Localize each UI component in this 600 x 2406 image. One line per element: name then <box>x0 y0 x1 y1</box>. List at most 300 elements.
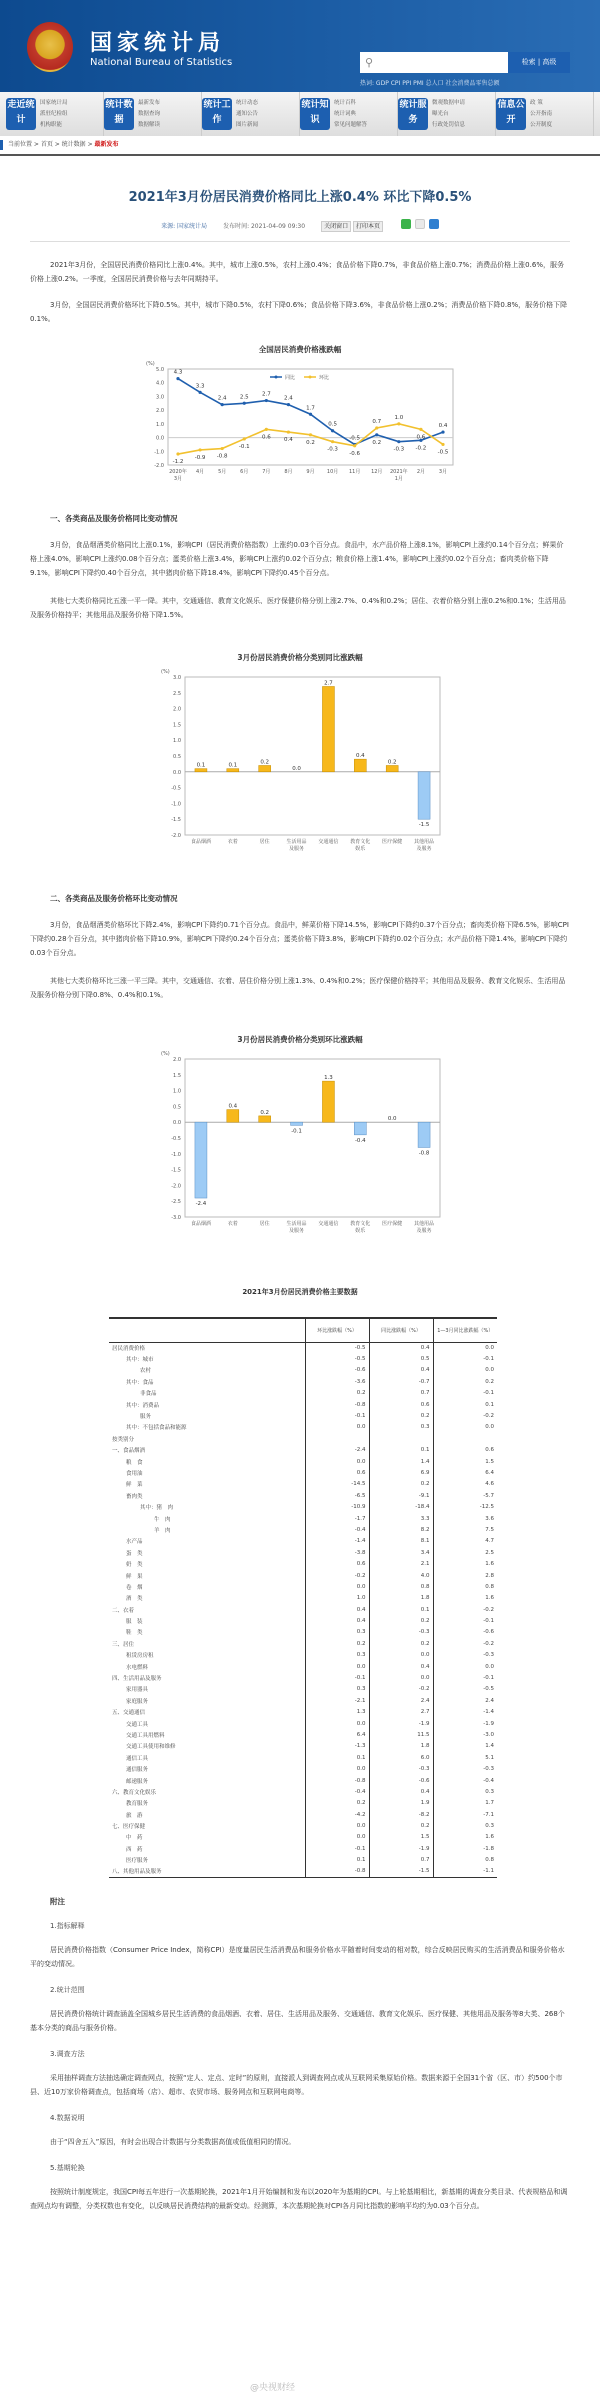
row-value: 1.6 <box>433 1558 497 1569</box>
table-row <box>109 1433 497 1444</box>
row-value: 11.5 <box>369 1729 433 1740</box>
svg-text:3.0: 3.0 <box>156 394 164 401</box>
row-value: 0.4 <box>305 1604 369 1615</box>
row-value: 8.2 <box>369 1524 433 1535</box>
row-value: -0.8 <box>305 1775 369 1786</box>
row-value: -0.5 <box>433 1684 497 1695</box>
svg-text:其他用品: 其他用品 <box>414 1221 435 1227</box>
nav-link[interactable]: 微观数据申请 <box>432 99 466 106</box>
svg-text:0.6: 0.6 <box>261 434 271 441</box>
row-value: -3.8 <box>305 1547 369 1558</box>
svg-text:2.5: 2.5 <box>173 690 181 697</box>
svg-text:2.0: 2.0 <box>173 706 181 713</box>
row-label: 邮递服务 <box>126 1778 149 1785</box>
row-value: 0.0 <box>305 1581 369 1592</box>
row-value: 0.1 <box>369 1445 433 1456</box>
svg-text:生活用品: 生活用品 <box>286 839 307 845</box>
row-label: 水产品 <box>126 1539 143 1546</box>
article-time: 发布时间: 2021-04-09 09:30 <box>223 222 306 230</box>
row-value: 0.2 <box>305 1638 369 1649</box>
row-value: 0.0 <box>305 1661 369 1672</box>
svg-text:-1.5: -1.5 <box>171 1167 181 1174</box>
row-value <box>433 1433 497 1444</box>
row-value: 0.0 <box>305 1832 369 1843</box>
row-value: -0.2 <box>433 1410 497 1421</box>
row-label: 旅 游 <box>126 1812 143 1819</box>
article-title: 2021年3月份居民消费价格同比上涨0.4% 环比下降0.5% <box>128 190 472 205</box>
row-label: 六、教育文化娱乐 <box>112 1789 157 1796</box>
svg-text:3.0: 3.0 <box>173 675 181 681</box>
svg-text:0.0: 0.0 <box>173 1120 181 1127</box>
nav-tile[interactable]: 统计服务 <box>398 98 428 130</box>
breadcrumb-current[interactable]: 最新发布 <box>94 141 119 148</box>
svg-text:0.1: 0.1 <box>196 762 206 769</box>
row-value: -3.6 <box>305 1376 369 1387</box>
paragraph: 其他七大类价格同比五涨一平一降。其中，交通通信、教育文化娱乐、医疗保健价格分别上涨2.7%、0.4%和0.2%；居住、衣着价格分别上涨0.2%和0.1%；生活用品及服务价格持平；其他用品及服务价格下降1.5%。 <box>30 597 566 619</box>
nav-link[interactable]: 公开制度 <box>530 121 553 128</box>
row-value: 0.0 <box>305 1422 369 1433</box>
svg-text:1.5: 1.5 <box>173 1072 181 1079</box>
table-row <box>109 1638 497 1649</box>
table-row <box>109 1809 497 1820</box>
svg-text:0.2: 0.2 <box>306 439 315 446</box>
row-value: -0.4 <box>433 1775 497 1786</box>
section-heading: 二、各类商品及服务价格环比变动情况 <box>50 894 178 903</box>
search-input[interactable] <box>378 52 508 73</box>
row-value: 0.3 <box>433 1820 497 1831</box>
svg-text:居住: 居住 <box>259 1221 270 1227</box>
svg-text:2.0: 2.0 <box>156 408 164 415</box>
nav-group <box>496 92 594 136</box>
table-row <box>109 1866 497 1877</box>
chart-title: 3月份居民消费价格分类别环比涨跌幅 <box>237 1035 363 1044</box>
row-label: 交通工具 <box>126 1721 149 1728</box>
svg-text:娱乐: 娱乐 <box>355 846 366 852</box>
svg-text:-1.0: -1.0 <box>171 801 181 808</box>
row-value: 1.9 <box>369 1798 433 1809</box>
logo-english: National Bureau of Statistics <box>90 57 233 68</box>
table-row <box>109 1581 497 1592</box>
nav-link[interactable]: 公开指南 <box>530 110 553 117</box>
svg-text:2.4: 2.4 <box>217 395 227 402</box>
hot-keywords[interactable]: 热词: GDP CPI PPI PMI 总人口 社会消费品零售总额 <box>360 80 500 87</box>
row-value: -1.3 <box>305 1741 369 1752</box>
row-label: 畜肉类 <box>126 1493 143 1500</box>
row-value: -0.2 <box>305 1570 369 1581</box>
row-value: 0.4 <box>369 1661 433 1672</box>
svg-text:1.3: 1.3 <box>324 1075 333 1082</box>
row-value: -0.2 <box>433 1638 497 1649</box>
table-row <box>109 1513 497 1524</box>
close-window-button[interactable]: 关闭窗口 <box>321 221 351 232</box>
paragraph: 3月份，食品烟酒类价格同比上涨0.1%，影响CPI（居民消费价格指数）上涨约0.03个百分点。食品中，水产品价格上涨8.1%，影响CPI上涨约0.14个百分点；鲜果价格上涨4.0%，影响CPI上涨约0.08个百分点；蛋类价格上涨3.4%，影响CPI上涨约0.02个百分点；粮食价格上涨1.4%，影响CPI上涨约0.02个百分点；畜肉类价格下降9.1%，影响CPI下降约0.40个百分点，其中猪肉价格下降18.4%，影响CPI下降约0.45个百分点。 <box>30 541 564 577</box>
table-row <box>109 1547 497 1558</box>
row-label: 非食品 <box>140 1391 157 1398</box>
row-value: 0.2 <box>369 1479 433 1490</box>
row-value: 0.7 <box>369 1388 433 1399</box>
row-value: -10.9 <box>305 1501 369 1512</box>
svg-text:-0.9: -0.9 <box>194 454 206 461</box>
row-value: -0.1 <box>433 1672 497 1683</box>
svg-text:4月: 4月 <box>195 469 205 475</box>
row-value: 0.6 <box>305 1558 369 1569</box>
row-value: 0.4 <box>369 1365 433 1376</box>
row-label: 居民消费价格 <box>112 1345 146 1352</box>
search-button[interactable]: 检索 | 高级 <box>508 52 570 73</box>
yoy-category-bar-chart <box>0 652 600 867</box>
row-value: 0.2 <box>369 1820 433 1831</box>
nav-link[interactable]: 图片新闻 <box>236 121 259 128</box>
row-label: 五、交通通信 <box>112 1710 146 1717</box>
svg-text:2月: 2月 <box>416 469 426 475</box>
row-value: -0.1 <box>305 1672 369 1683</box>
row-label: 按类别分 <box>112 1436 135 1443</box>
paragraph: 3月份，全国居民消费价格环比下降0.5%。其中，城市下降0.5%，农村下降0.6%；食品价格下降3.6%，非食品价格上涨0.2%；消费品价格下降0.8%，服务价格下降0.1%。 <box>30 301 568 323</box>
nav-links <box>236 98 258 131</box>
row-value: 0.3 <box>305 1627 369 1638</box>
article-source: 来源: 国家统计局 <box>161 222 208 230</box>
svg-text:-0.5: -0.5 <box>349 435 361 442</box>
table-row <box>109 1695 497 1706</box>
row-value: 0.7 <box>369 1855 433 1866</box>
nav-link[interactable]: 统计词典 <box>334 110 357 117</box>
row-value: -5.7 <box>433 1490 497 1501</box>
svg-text:1.0: 1.0 <box>156 421 164 428</box>
svg-text:交通通信: 交通通信 <box>318 1221 339 1227</box>
row-value: 0.1 <box>433 1399 497 1410</box>
svg-text:-1.0: -1.0 <box>171 1151 181 1158</box>
row-value: 1.7 <box>433 1798 497 1809</box>
svg-text:-2.4: -2.4 <box>195 1201 207 1208</box>
nav-link[interactable]: 统计百科 <box>334 99 357 106</box>
svg-text:-1.0: -1.0 <box>154 449 164 456</box>
breadcrumb <box>0 136 600 156</box>
row-value: -3.0 <box>433 1729 497 1740</box>
nav-links <box>40 98 68 131</box>
row-label: 交通工具使用和维修 <box>126 1744 176 1751</box>
table-header: 同比涨跌幅（%） <box>369 1318 433 1342</box>
svg-text:(%): (%) <box>146 361 155 367</box>
svg-text:9月: 9月 <box>306 469 315 475</box>
row-value: 3.3 <box>369 1513 433 1524</box>
svg-text:(%): (%) <box>161 1051 170 1057</box>
row-value: 6.9 <box>369 1467 433 1478</box>
cpi-data-table <box>109 1317 497 1878</box>
row-value: -0.6 <box>305 1365 369 1376</box>
row-value: 0.8 <box>433 1855 497 1866</box>
row-label: 其中：消费品 <box>126 1402 160 1409</box>
svg-text:及服务: 及服务 <box>416 1228 432 1234</box>
row-value: 2.1 <box>369 1558 433 1569</box>
row-value: -1.9 <box>433 1718 497 1729</box>
row-value: 8.1 <box>369 1536 433 1547</box>
wechat-share-icon[interactable] <box>401 219 411 229</box>
nav-tile[interactable]: 统计知识 <box>300 98 330 130</box>
row-value: 1.8 <box>369 1741 433 1752</box>
row-value: -7.1 <box>433 1809 497 1820</box>
svg-text:-1.2: -1.2 <box>172 459 184 466</box>
svg-text:-0.3: -0.3 <box>393 446 405 453</box>
note-text: 居民消费价格统计调查涵盖全国城乡居民生活消费的食品烟酒、衣着、居住、生活用品及服务、交通通信、教育文化娱乐、医疗保健、其他用品及服务等8大类、268个基本分类的商品与服务价格。 <box>30 2009 565 2032</box>
watermark: @央视财经 <box>250 2383 296 2393</box>
notes-heading: 附注 <box>50 1896 65 1906</box>
svg-text:2.4: 2.4 <box>284 395 293 402</box>
row-value <box>305 1433 369 1444</box>
row-label: 教育服务 <box>126 1801 149 1808</box>
row-value: 1.6 <box>433 1593 497 1604</box>
svg-text:12月: 12月 <box>371 469 383 475</box>
table-row <box>109 1604 497 1615</box>
row-label: 牛 肉 <box>154 1516 171 1523</box>
nav-links <box>138 98 160 131</box>
row-value: 0.3 <box>305 1650 369 1661</box>
nav-link[interactable]: 政 策 <box>530 99 543 106</box>
row-value: 2.7 <box>369 1707 433 1718</box>
row-value: -0.8 <box>305 1399 369 1410</box>
table-row <box>109 1353 497 1364</box>
table-row <box>109 1798 497 1809</box>
table-row <box>109 1467 497 1478</box>
row-value: -1.7 <box>305 1513 369 1524</box>
nav-group <box>398 92 496 136</box>
row-label: 家用器具 <box>126 1687 149 1694</box>
row-value: -0.1 <box>433 1353 497 1364</box>
svg-text:衣着: 衣着 <box>227 1221 238 1227</box>
row-value: -0.1 <box>305 1843 369 1854</box>
favorite-star-icon[interactable] <box>429 219 439 229</box>
row-value: 5.1 <box>433 1752 497 1763</box>
svg-text:-1.5: -1.5 <box>171 817 181 824</box>
row-value: 1.5 <box>369 1832 433 1843</box>
svg-text:环比: 环比 <box>319 375 330 381</box>
svg-text:1月: 1月 <box>394 476 403 482</box>
row-label: 三、居住 <box>112 1641 135 1648</box>
nav-link[interactable]: 数据解读 <box>138 121 161 128</box>
svg-text:-0.8: -0.8 <box>418 1150 430 1157</box>
row-value: 0.6 <box>305 1467 369 1478</box>
nav-link[interactable]: 国家统计局 <box>40 99 68 106</box>
note-text: 由于“四舍五入”原因，有时会出现合计数据与分类数据高值或低值相同的情况。 <box>50 2137 296 2146</box>
nav-link[interactable]: 曝光台 <box>432 110 449 117</box>
table-row <box>109 1707 497 1718</box>
row-value: -0.1 <box>433 1388 497 1399</box>
logo-chinese[interactable]: 国家统计局 <box>90 31 226 56</box>
table-row <box>109 1832 497 1843</box>
nav-tile[interactable]: 走近统计 <box>6 98 36 130</box>
row-value: -1.8 <box>433 1843 497 1854</box>
svg-text:娱乐: 娱乐 <box>355 1228 366 1234</box>
svg-text:-0.1: -0.1 <box>291 1128 302 1135</box>
svg-text:其他用品: 其他用品 <box>414 839 435 845</box>
row-value: 0.0 <box>305 1763 369 1774</box>
svg-text:0.4: 0.4 <box>284 437 293 444</box>
row-label: 中 药 <box>126 1835 143 1842</box>
row-label: 奶 类 <box>126 1562 143 1569</box>
row-value: 2.8 <box>433 1570 497 1581</box>
svg-text:生活用品: 生活用品 <box>286 1221 307 1227</box>
row-label: 通信服务 <box>126 1767 149 1774</box>
nav-links <box>530 98 552 131</box>
nav-group <box>104 92 202 136</box>
row-value: 1.8 <box>369 1593 433 1604</box>
table-header <box>109 1318 305 1342</box>
cpi-trend-line-chart <box>0 344 600 489</box>
row-value: 0.2 <box>369 1410 433 1421</box>
row-value: -4.2 <box>305 1809 369 1820</box>
row-label: 四、生活用品及服务 <box>112 1676 162 1683</box>
row-label: 其中：城市 <box>126 1357 154 1364</box>
row-value: 0.0 <box>433 1661 497 1672</box>
row-value: 4.7 <box>433 1536 497 1547</box>
nav-link[interactable]: 常见问题解答 <box>334 121 368 128</box>
svg-text:-0.4: -0.4 <box>354 1137 366 1144</box>
svg-text:-0.3: -0.3 <box>327 446 338 453</box>
table-row <box>109 1820 497 1831</box>
table-row <box>109 1570 497 1581</box>
note-title: 5.基期轮换 <box>50 2163 85 2172</box>
row-value: 2.5 <box>433 1547 497 1558</box>
table-row <box>109 1855 497 1866</box>
table-row <box>109 1729 497 1740</box>
table-row <box>109 1741 497 1752</box>
nav-group <box>300 92 398 136</box>
table-row <box>109 1763 497 1774</box>
svg-text:同比: 同比 <box>285 375 296 381</box>
table-row <box>109 1752 497 1763</box>
svg-text:0.0: 0.0 <box>387 1116 397 1123</box>
nav-link[interactable]: 数据查询 <box>138 110 161 117</box>
nav-link[interactable]: 通知公告 <box>236 110 259 117</box>
svg-text:及服务: 及服务 <box>289 846 305 852</box>
row-value: 0.0 <box>305 1718 369 1729</box>
section-heading: 一、各类商品及服务价格同比变动情况 <box>50 514 178 523</box>
table-row <box>109 1718 497 1729</box>
table-row <box>109 1445 497 1456</box>
table-row <box>109 1684 497 1695</box>
nav-link[interactable]: 最新发布 <box>138 99 161 106</box>
row-label: 医疗服务 <box>126 1858 149 1865</box>
nav-link[interactable]: 派驻纪检组 <box>40 110 68 117</box>
svg-text:衣着: 衣着 <box>227 839 238 845</box>
row-value: 0.3 <box>369 1422 433 1433</box>
note-title: 2.统计范围 <box>50 1985 85 1994</box>
row-value: 1.0 <box>305 1593 369 1604</box>
table-row <box>109 1422 497 1433</box>
breadcrumb-path[interactable]: 当前位置 > 首页 > 统计数据 > <box>8 141 95 148</box>
print-page-button[interactable]: 打印本页 <box>353 221 383 232</box>
row-label: 服务 <box>140 1414 152 1421</box>
row-value: -0.6 <box>369 1775 433 1786</box>
svg-text:2.7: 2.7 <box>324 680 333 687</box>
row-value: -0.3 <box>433 1650 497 1661</box>
table-row <box>109 1672 497 1683</box>
row-value: -1.9 <box>369 1718 433 1729</box>
row-value: 2.4 <box>369 1695 433 1706</box>
svg-text:0.5: 0.5 <box>328 421 337 428</box>
row-value: 0.2 <box>433 1376 497 1387</box>
nav-tile[interactable]: 信息公开 <box>496 98 526 130</box>
table-header: 1—3月同比涨跌幅（%） <box>433 1318 497 1342</box>
weibo-share-icon[interactable] <box>415 219 425 229</box>
row-value: 1.4 <box>433 1741 497 1752</box>
nav-link[interactable]: 机构职能 <box>40 121 63 128</box>
row-value: -1.4 <box>305 1536 369 1547</box>
svg-text:2020年: 2020年 <box>169 469 187 475</box>
svg-text:-0.1: -0.1 <box>238 443 250 450</box>
row-value: -8.2 <box>369 1809 433 1820</box>
svg-text:-2.0: -2.0 <box>154 463 164 469</box>
svg-text:0.4: 0.4 <box>355 753 365 760</box>
main-nav <box>0 92 600 136</box>
row-label: 通信工具 <box>126 1755 149 1762</box>
row-value: 0.4 <box>305 1615 369 1626</box>
row-value: 0.4 <box>369 1342 433 1353</box>
row-label: 其中：食品 <box>126 1379 154 1386</box>
row-value: 0.4 <box>369 1786 433 1797</box>
note-title: 1.指标解释 <box>50 1921 85 1930</box>
table-row <box>109 1342 497 1353</box>
svg-text:4.0: 4.0 <box>156 380 164 387</box>
row-value: 4.6 <box>433 1479 497 1490</box>
row-value: 6.4 <box>433 1467 497 1478</box>
row-label: 酒 类 <box>126 1596 143 1603</box>
row-value: -0.3 <box>433 1763 497 1774</box>
row-value: 0.0 <box>369 1672 433 1683</box>
svg-text:-1.5: -1.5 <box>418 822 430 829</box>
row-value: 0.0 <box>433 1342 497 1353</box>
row-value: -0.5 <box>305 1342 369 1353</box>
search-icon: ⚲ <box>364 56 374 69</box>
svg-text:5.0: 5.0 <box>156 367 164 373</box>
article-meta <box>0 219 600 231</box>
row-value: 6.0 <box>369 1752 433 1763</box>
notes-list <box>0 1921 600 2213</box>
row-label: 八、其他用品及服务 <box>112 1869 162 1876</box>
nav-link[interactable]: 统计动态 <box>236 99 259 106</box>
bar-chart-plot <box>0 1045 600 1245</box>
svg-text:-2.0: -2.0 <box>171 1183 181 1190</box>
svg-text:-0.5: -0.5 <box>171 785 181 792</box>
site-header <box>0 0 600 92</box>
row-label: 农村 <box>140 1368 152 1375</box>
row-value: 0.0 <box>305 1456 369 1467</box>
svg-text:0.1: 0.1 <box>228 762 238 769</box>
row-value: 0.1 <box>369 1604 433 1615</box>
nav-tile[interactable]: 统计数据 <box>104 98 134 130</box>
nav-group <box>202 92 300 136</box>
nav-link[interactable]: 行政处罚信息 <box>432 121 466 128</box>
row-value: -1.1 <box>433 1866 497 1877</box>
row-value: 0.8 <box>369 1581 433 1592</box>
svg-text:1.0: 1.0 <box>173 1088 181 1095</box>
row-value: 0.0 <box>433 1365 497 1376</box>
table-row <box>109 1650 497 1661</box>
svg-text:0.5: 0.5 <box>173 754 181 760</box>
line-chart-plot <box>0 355 600 485</box>
svg-text:医疗保健: 医疗保健 <box>382 1221 403 1227</box>
table-row <box>109 1593 497 1604</box>
nav-tile[interactable]: 统计工作 <box>202 98 232 130</box>
svg-text:-0.5: -0.5 <box>171 1136 181 1142</box>
svg-text:食品烟酒: 食品烟酒 <box>190 1221 211 1227</box>
nav-links <box>432 98 465 131</box>
row-value: 6.4 <box>305 1729 369 1740</box>
row-label: 租赁房房租 <box>126 1653 154 1660</box>
row-label: 交通工具用燃料 <box>126 1732 165 1739</box>
svg-text:0.0: 0.0 <box>292 765 301 772</box>
svg-text:2.0: 2.0 <box>173 1057 181 1063</box>
row-label: 西 药 <box>126 1846 143 1853</box>
